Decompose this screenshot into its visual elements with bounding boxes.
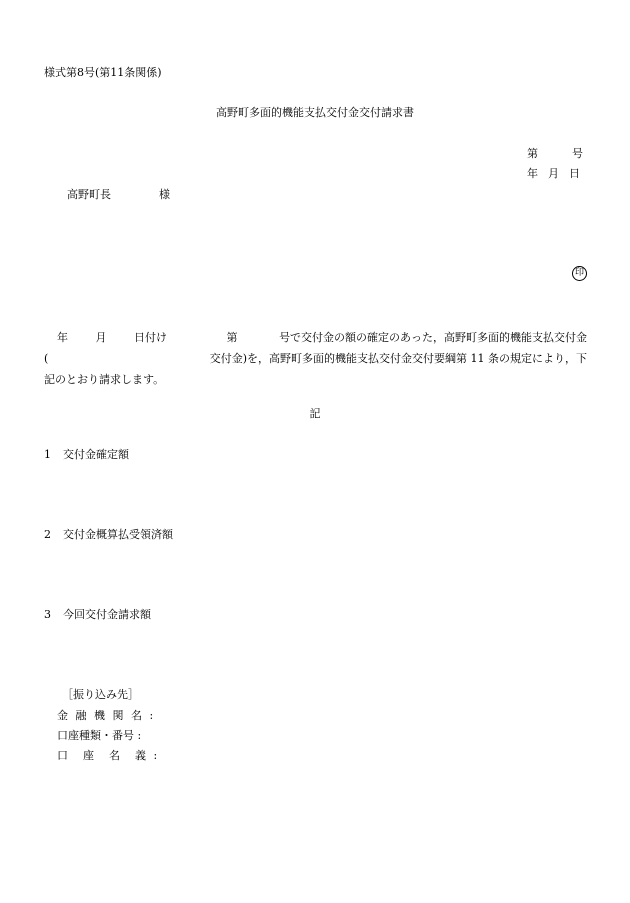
day-label: 日 <box>569 167 580 180</box>
body-open-paren: ( <box>44 352 49 365</box>
item-label: 今回交付金請求額 <box>63 608 151 621</box>
bank-institution-label: 金 融 機 関 名 : <box>57 709 156 722</box>
bank-account-name-label: 口 座 名 義 : <box>57 749 160 762</box>
ki-heading: 記 <box>309 407 321 420</box>
body-line-3 <box>44 369 587 390</box>
year-label: 年 <box>527 167 538 180</box>
item-number: 1 <box>44 448 51 461</box>
form-number: 様式第8号(第11条関係) <box>44 66 162 79</box>
body-line3: 記のとおり請求します。 <box>44 373 165 386</box>
item-prepaid-amount <box>44 528 173 541</box>
body-line-2 <box>44 348 587 369</box>
gou-label: 号 <box>572 147 583 160</box>
item-label: 交付金確定額 <box>63 448 129 461</box>
body-line-1 <box>44 327 587 348</box>
document-title: 高野町多面的機能支払交付金交付請求書 <box>216 106 414 119</box>
bank-transfer-header: ［振り込み先］ <box>62 688 139 701</box>
addressee <box>67 188 170 201</box>
body-line1-rest: 号で交付金の額の確定のあった，高野町多面的機能支払交付金 <box>279 331 587 344</box>
document-number-line <box>527 147 583 160</box>
item-requested-amount <box>44 608 151 621</box>
seal-mark: 印 <box>572 266 587 281</box>
addressee-honorific: 様 <box>159 188 170 201</box>
request-body <box>44 327 587 390</box>
item-label: 交付金概算払受領済額 <box>63 528 173 541</box>
bank-account-type-label: 口座種類・番号 : <box>57 729 142 742</box>
item-confirmed-amount <box>44 448 129 461</box>
body-line2-rest: 交付金)を，高野町多面的機能支払交付金交付要綱第 11 条の規定により，下 <box>209 352 587 365</box>
addressee-name: 高野町長 <box>67 188 111 201</box>
body-month: 月 <box>95 331 107 344</box>
dai-label: 第 <box>527 147 538 160</box>
item-number: 2 <box>44 528 51 541</box>
date-line <box>527 167 580 180</box>
body-day: 日付け <box>134 331 168 344</box>
body-dai: 第 <box>226 331 238 344</box>
month-label: 月 <box>548 167 559 180</box>
item-number: 3 <box>44 608 51 621</box>
body-year: 年 <box>57 331 68 344</box>
